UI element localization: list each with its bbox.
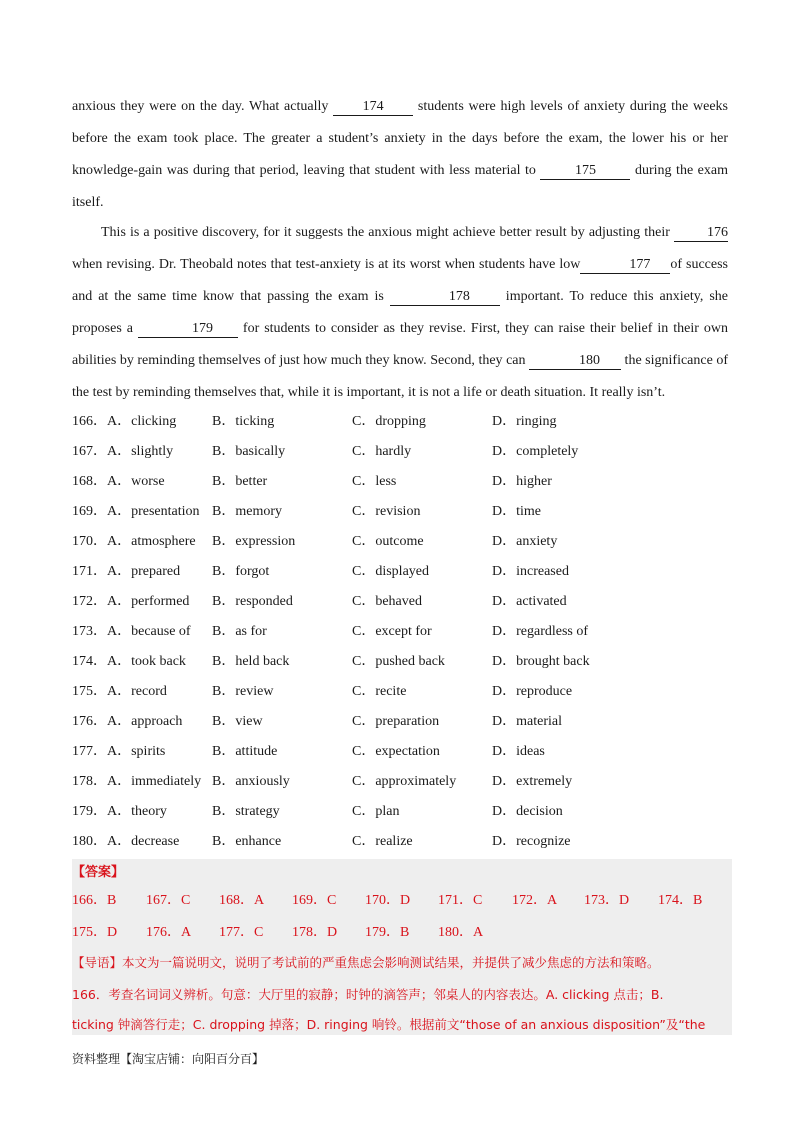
option-c: C．behaved [352, 594, 422, 609]
answer-section [72, 859, 732, 1035]
option-c: C．preparation [352, 714, 440, 729]
option-b: B．memory [212, 504, 282, 519]
option-d: D．brought back [492, 654, 590, 669]
guide-line-2: 166．考查名词词义辨析。句意：大厅里的寂静；时钟的滴答声；邻桌人的内容表达。A. clicking 点击；B. [72, 987, 664, 1002]
option-b: B．forgot [212, 564, 270, 579]
answer-item: 174．B [658, 893, 703, 908]
option-c: C．expectation [352, 744, 440, 759]
passage-paragraph-2 [72, 217, 728, 409]
option-b: B．anxiously [212, 774, 290, 789]
option-b: B．ticking [212, 414, 275, 429]
question-row [72, 827, 732, 857]
answer-item: 169．C [292, 893, 337, 908]
option-a: 169．A．presentation [72, 504, 200, 519]
passage-text: of success and at the same time know that passing the exam is [72, 257, 728, 304]
option-c: C．approximately [352, 774, 457, 789]
option-a: 168．A．worse [72, 474, 165, 489]
passage-text: during the exam itself. [72, 163, 729, 210]
blank-174: 174 [333, 99, 413, 116]
question-row [72, 677, 732, 707]
answer-item: 172．A [512, 893, 558, 908]
option-a: 176．A．approach [72, 714, 183, 729]
option-d: D．decision [492, 804, 563, 819]
answer-item: 166．B [72, 893, 117, 908]
option-c: C．realize [352, 834, 413, 849]
option-d: D．activated [492, 594, 567, 609]
option-a: 177．A．spirits [72, 744, 166, 759]
answer-row-2 [72, 921, 732, 945]
question-row [72, 737, 732, 767]
option-c: C．dropping [352, 414, 426, 429]
option-d: D．time [492, 504, 541, 519]
question-options-list [72, 407, 732, 857]
footer-source: 资料整理【淘宝店铺：向阳百分百】 [72, 1052, 265, 1066]
option-d: D．anxiety [492, 534, 558, 549]
option-c: C．except for [352, 624, 432, 639]
question-row [72, 647, 732, 677]
option-a: 172．A．performed [72, 594, 190, 609]
option-d: D．material [492, 714, 562, 729]
option-d: D．recognize [492, 834, 571, 849]
option-a: 170．A．atmosphere [72, 534, 196, 549]
option-b: B．review [212, 684, 274, 699]
answer-item: 170．D [365, 893, 411, 908]
option-a: 179．A．theory [72, 804, 167, 819]
option-d: D．higher [492, 474, 552, 489]
question-row [72, 497, 732, 527]
option-c: C．less [352, 474, 397, 489]
option-a: 173．A．because of [72, 624, 191, 639]
blank-178: 178 [390, 289, 500, 306]
option-d: D．regardless of [492, 624, 589, 639]
question-row [72, 617, 732, 647]
answer-item: 168．A [219, 893, 265, 908]
option-d: D．completely [492, 444, 579, 459]
passage-text: for students to consider as they revise. First, they can raise their belief in their own abilities by reminding themselves of just how much they know. Second, they can [72, 321, 728, 368]
option-a: 171．A．prepared [72, 564, 181, 579]
option-a: 167．A．slightly [72, 444, 174, 459]
passage-text: students were high levels of anxiety during the weeks before the exam took place. The greater a student’s anxiety in the days before the exam, the lower his or her knowledge-gain was during that period, leaving that student with less material to [72, 99, 728, 178]
option-b: B．view [212, 714, 263, 729]
option-c: C．pushed back [352, 654, 445, 669]
guide-line-3: ticking 钟滴答行走；C. dropping 掉落；D. ringing 响铃。根据前文“those of an anxious disposition”及“the [72, 1017, 706, 1032]
passage-text: the significance of the test by reminding themselves that, while it is important, it is not a life or death situation. It really isn’t. [72, 353, 728, 400]
option-b: B．expression [212, 534, 296, 549]
option-d: D．extremely [492, 774, 573, 789]
option-b: B．better [212, 474, 268, 489]
passage-paragraph-1 [72, 91, 728, 219]
option-a: 180．A．decrease [72, 834, 180, 849]
question-row [72, 797, 732, 827]
blank-175: 175 [540, 163, 630, 180]
option-d: D．ideas [492, 744, 545, 759]
question-row [72, 527, 732, 557]
question-row [72, 557, 732, 587]
blank-176: 176 [674, 225, 728, 242]
option-c: C．displayed [352, 564, 429, 579]
question-row [72, 467, 732, 497]
answer-item: 179．B [365, 925, 410, 940]
option-b: B．attitude [212, 744, 278, 759]
answer-item: 180．A [438, 925, 484, 940]
option-c: C．revision [352, 504, 421, 519]
passage-text: anxious they were on the day. What actually [72, 99, 334, 114]
question-row [72, 767, 732, 797]
option-c: C．plan [352, 804, 400, 819]
option-a: 178．A．immediately [72, 774, 202, 789]
answer-item: 175．D [72, 925, 118, 940]
option-b: B．responded [212, 594, 293, 609]
option-b: B．strategy [212, 804, 280, 819]
answer-item: 177．C [219, 925, 264, 940]
question-row [72, 707, 732, 737]
passage-text: important. To reduce this anxiety, she proposes a [72, 289, 728, 336]
option-a: 166．A．clicking [72, 414, 177, 429]
option-b: B．basically [212, 444, 286, 459]
answer-item: 178．D [292, 925, 338, 940]
option-d: D．increased [492, 564, 569, 579]
answer-header: 【答案】 [72, 865, 125, 880]
option-b: B．as for [212, 624, 267, 639]
option-a: 175．A．record [72, 684, 167, 699]
option-c: C．hardly [352, 444, 412, 459]
question-row [72, 587, 732, 617]
blank-179: 179 [138, 321, 238, 338]
answer-row-1 [72, 889, 732, 913]
blank-177: 177 [580, 257, 670, 274]
option-b: B．enhance [212, 834, 282, 849]
option-c: C．recite [352, 684, 407, 699]
question-row [72, 437, 732, 467]
question-row [72, 407, 732, 437]
blank-180: 180 [529, 353, 621, 370]
option-a: 174．A．took back [72, 654, 186, 669]
option-b: B．held back [212, 654, 290, 669]
answer-item: 167．C [146, 893, 191, 908]
answer-item: 173．D [584, 893, 630, 908]
option-c: C．outcome [352, 534, 424, 549]
guide-line-1: 【导语】本文为一篇说明文，说明了考试前的严重焦虑会影响测试结果，并提供了减少焦虑的方法和策略。 [72, 955, 660, 970]
passage-text: This is a positive discovery, for it suggests the anxious might achieve better result by adjusting their [101, 225, 674, 240]
answer-item: 176．A [146, 925, 192, 940]
option-d: D．reproduce [492, 684, 573, 699]
answer-item: 171．C [438, 893, 483, 908]
option-d: D．ringing [492, 414, 557, 429]
passage-text: when revising. Dr. Theobald notes that test-anxiety is at its worst when students have low [72, 257, 581, 272]
